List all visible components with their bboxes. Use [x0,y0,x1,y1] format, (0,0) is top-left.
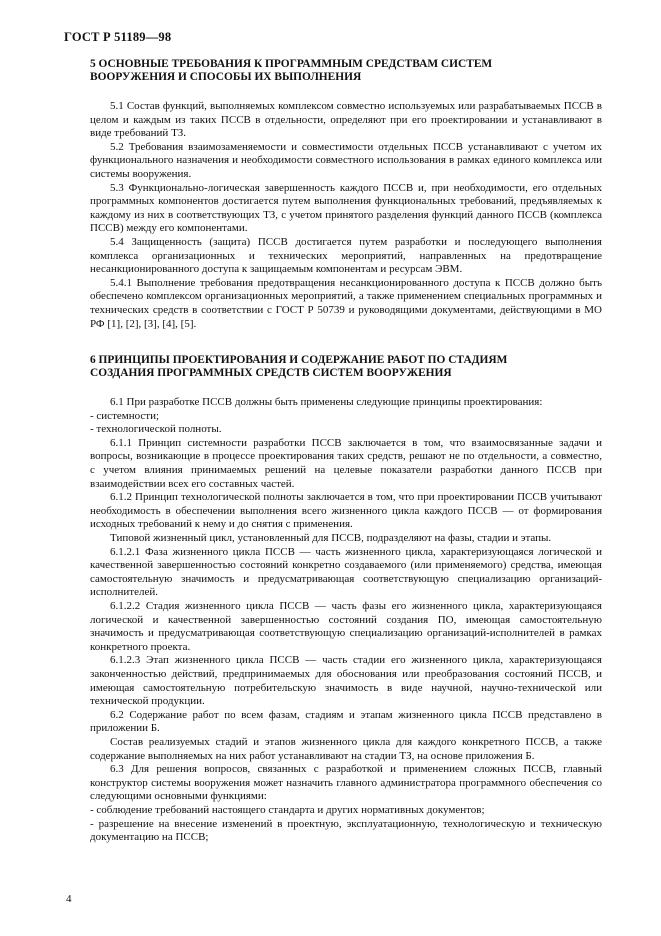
paragraph-5-2: 5.2 Требования взаимозаменяемости и совместимости отдельных ПССВ устанавливают с учетом их функционального назначения и необходимости совместного использования в рамках единого комплекса или системы вооружения. [90,140,602,180]
paragraph-5-1: 5.1 Состав функций, выполняемых комплексом совместно используемых или разрабатываемых ПССВ в целом и каждым из таких ПССВ в отдельности, определяют при его проектировании и устанавливают в виде требований ТЗ. [90,100,602,140]
paragraph-lifecycle-types: Типовой жизненный цикл, установленный для ПССВ, подразделяют на фазы, стадии и этапы. [110,532,552,545]
paragraph-6-1-2-3: 6.1.2.3 Этап жизненного цикла ПССВ — часть стадии его жизненного цикла, характеризующаяся законченностью действий, предпринимаемых для обоснования или преобразования состояний ПССВ, и имеющая самостоятельную потребительскую значимость в виде научной, научно-технической или технической продукции. [90,654,602,708]
paragraph-5-4: 5.4 Защищенность (защита) ПССВ достигается путем разработки и последующего выполнения комплекса организационных и технических мероприятий, направленных на предотвращение несанкционированного доступа к защищаемым компонентам и ресурсам ЭВМ. [90,235,602,276]
list-item-tech-completeness: - технологической полноты. [90,423,222,436]
paragraph-6-1-2-1: 6.1.2.1 Фаза жизненного цикла ПССВ — часть жизненного цикла, характеризующаяся логической и качественной завершенностью состояний конкретно создаваемого (или применяемого) средства, имеющая самостоятельную значимость и предусматривающая соответствующую специализацию организаций-исполнителей. [90,545,602,599]
section-5-heading [90,58,602,84]
paragraph-6-1-1: 6.1.1 Принцип системности разработки ПССВ заключается в том, что взаимосвязанные задачи и вопросы, возникающие в процессе проектирования таких средств, решают не по отдельности, а совместно, с учетом влияния принимаемых решений на целевые показатели разработки данного ПССВ при взаимодействии всех его составных частей. [90,436,602,490]
paragraph-6-3: 6.3 Для решения вопросов, связанных с разработкой и применением сложных ПССВ, главный конструктор системы вооружения может назначить главного администратора программного обеспечения со следующими основными функциями: [90,763,602,803]
list-item-changes-permission: - разрешение на внесение изменений в проектную, эксплуатационную, технологическую и техническую документацию на ПССВ; [90,817,602,844]
list-item-compliance: - соблюдение требований настоящего стандарта и других нормативных документов; [90,803,485,816]
paragraph-5-3: 5.3 Функционально-логическая завершенность каждого ПССВ и, при необходимости, его отдельных программных компонентов достигается путем выполнения функциональных требований, предъявляемых к каждому из них в соответствующих ТЗ, с учетом принятого разделения функций данного ПССВ (комплекса ПССВ) между его компонентами. [90,181,602,235]
section-6-heading-line-1: 6 ПРИНЦИПЫ ПРОЕКТИРОВАНИЯ И СОДЕРЖАНИЕ РАБОТ ПО СТАДИЯМ [90,354,508,367]
list-item-systemnost: - системности; [90,409,160,422]
section-5-heading-line-1: 5 ОСНОВНЫЕ ТРЕБОВАНИЯ К ПРОГРАММНЫМ СРЕДСТВАМ СИСТЕМ [90,58,493,70]
paragraph-stages-composition: Состав реализуемых стадий и этапов жизненного цикла для каждого конкретного ПССВ, а также содержание выполняемых на них работ устанавливают на стадии ТЗ, на основе приложения Б. [90,735,602,762]
paragraph-5-4-1: 5.4.1 Выполнение требования предотвращения несанкционированного доступа к ПССВ должно быть обеспечено комплексом организационных мероприятий, а также применением специальных программных и технических средств в соответствии с ГОСТ Р 50739 и руководящими документами, действующими в МО РФ [1], [2], [3], [4], [5]. [90,276,602,330]
section-5-heading-line-2: ВООРУЖЕНИЯ И СПОСОБЫ ИХ ВЫПОЛНЕНИЯ [90,71,362,83]
page-number: 4 [66,893,72,905]
paragraph-6-1-2-2: 6.1.2.2 Стадия жизненного цикла ПССВ — часть фазы его жизненного цикла, характеризующаяся логической и качественной завершенностью состояний создания ПО, имеющая самостоятельную значимость и предусматривающая соответствующую специализацию организаций-исполнителей в рамках конкретного проекта. [90,600,602,653]
section-6-heading [90,354,602,380]
document-code-header: ГОСТ Р 51189—98 [64,30,172,44]
page-content [90,58,602,845]
paragraph-6-2: 6.2 Содержание работ по всем фазам, стадиям и этапам жизненного цикла ПССВ представлено в приложении Б. [90,708,602,735]
section-6-heading-line-2: СОЗДАНИЯ ПРОГРАММНЫХ СРЕДСТВ СИСТЕМ ВООРУЖЕНИЯ [90,367,452,380]
paragraph-6-1: 6.1 При разработке ПССВ должны быть применены следующие принципы проектирования: [110,396,543,409]
paragraph-6-1-2: 6.1.2 Принцип технологической полноты заключается в том, что при проектировании ПССВ учитывают необходимость в обеспечении выполнения всего жизненного цикла каждого ПССВ — от формирования исходных требований к нему и до снятия с применения. [90,491,602,531]
